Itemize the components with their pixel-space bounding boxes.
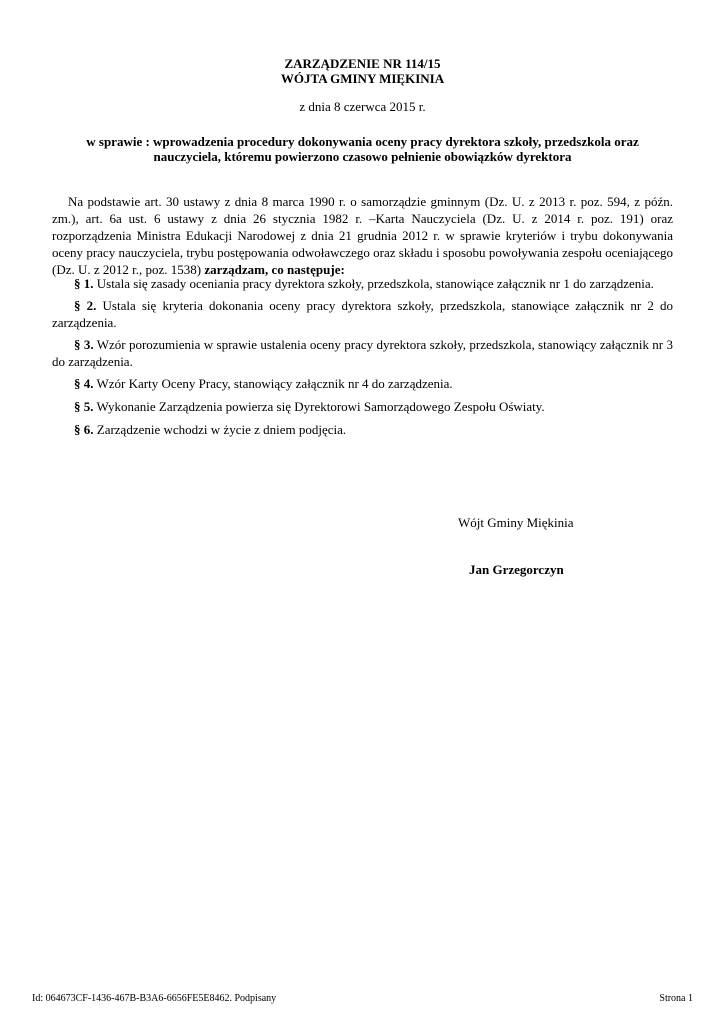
paragraph-mark: § 5. bbox=[74, 399, 94, 414]
paragraph-text: Ustala się zasady oceniania pracy dyrektora szkoły, przedszkola, stanowiące załącznik nr 1 do zarządzenia. bbox=[96, 276, 654, 291]
paragraph-text: Zarządzenie wchodzi w życie z dniem podjęcia. bbox=[96, 422, 347, 437]
paragraph-mark: § 6. bbox=[74, 422, 94, 437]
paragraph-mark: § 1. bbox=[74, 276, 94, 291]
page-number: Strona 1 bbox=[659, 993, 693, 1004]
paragraph-text: Ustala się kryteria dokonania oceny pracy dyrektora szkoły, przedszkola, stanowiące załącznik nr 2 do zarządzenia. bbox=[52, 298, 674, 330]
document-header bbox=[0, 56, 725, 86]
paragraph-2 bbox=[52, 297, 673, 331]
document-title: ZARZĄDZENIE NR 114/15 bbox=[284, 56, 441, 71]
signatory-name: Jan Grzegorczyn bbox=[469, 562, 564, 577]
paragraph-1 bbox=[52, 275, 673, 292]
subject-line-2: nauczyciela, któremu powierzono czasowo pełnienie obowiązków dyrektora bbox=[153, 149, 572, 164]
document-id-footer: Id: 064673CF-1436-467B-B3A6-6656FE5E8462. Podpisany bbox=[32, 993, 277, 1004]
paragraph-5 bbox=[52, 398, 673, 415]
document-date: z dnia 8 czerwca 2015 r. bbox=[299, 99, 426, 114]
paragraph-mark: § 4. bbox=[74, 376, 94, 391]
subject-line-1: w sprawie : wprowadzenia procedury dokonywania oceny pracy dyrektora szkoły, przedszkola oraz bbox=[86, 134, 639, 149]
paragraph-text: Wzór Karty Oceny Pracy, stanowiący załącznik nr 4 do zarządzenia. bbox=[96, 376, 453, 391]
paragraph-mark: § 2. bbox=[74, 298, 97, 313]
preamble bbox=[52, 193, 673, 278]
signatory-title: Wójt Gminy Miękinia bbox=[458, 515, 574, 530]
preamble-text: Na podstawie art. 30 ustawy z dnia 8 marca 1990 r. o samorządzie gminnym (Dz. U. z 2013 r. poz. 594, z późn. zm.), art. 6a ust. 6 ustawy z dnia 26 stycznia 1982 r. –Karta Nauczyciela (Dz. U. z 2014 r. poz. 191) oraz rozporządzenia Ministra Edukacji Narodowej z dnia 21 grudnia 2012 r. w sprawie kryteriów i trybu dokonywania oceny pracy nauczyciela, trybu postępowania odwoławczego oraz składu i sposobu powoływania zespołu oceniającego (Dz. U. z 2012 r., poz. 1538) bbox=[52, 194, 673, 277]
paragraph-4 bbox=[52, 375, 673, 392]
preamble-closing: zarządzam, co następuje: bbox=[204, 262, 345, 277]
paragraph-text: Wykonanie Zarządzenia powierza się Dyrektorowi Samorządowego Zespołu Oświaty. bbox=[96, 399, 545, 414]
paragraph-text: Wzór porozumienia w sprawie ustalenia oceny pracy dyrektora szkoły, przedszkola, stanowiący załącznik nr 3 do zarządzenia. bbox=[52, 337, 673, 369]
paragraph-3 bbox=[52, 336, 673, 370]
paragraph-6 bbox=[52, 421, 673, 438]
document-subject bbox=[60, 134, 665, 164]
document-issuer: WÓJTA GMINY MIĘKINIA bbox=[280, 71, 445, 86]
paragraph-mark: § 3. bbox=[74, 337, 94, 352]
